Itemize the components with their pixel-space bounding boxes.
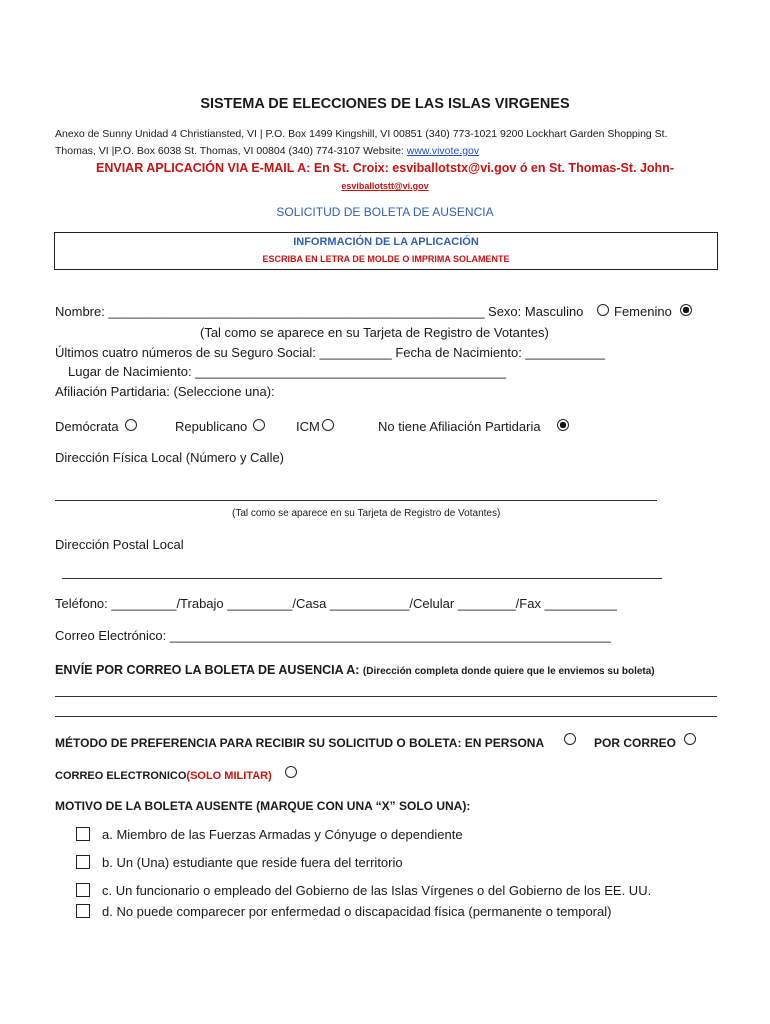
opt-a-label: a. Miembro de las Fuerzas Armadas y Cónyuge o dependiente bbox=[102, 827, 463, 842]
opt-a-checkbox[interactable] bbox=[76, 827, 90, 841]
femenino-label: Femenino bbox=[614, 304, 672, 319]
form-title: SOLICITUD DE BOLETA DE AUSENCIA bbox=[276, 205, 494, 219]
form-header-title: SISTEMA DE ELECCIONES DE LAS ISLAS VIRGENES bbox=[200, 96, 570, 112]
envie-section bbox=[55, 661, 655, 679]
opt-d-checkbox[interactable] bbox=[76, 904, 90, 918]
direccion-fisica-input-line[interactable] bbox=[55, 500, 657, 501]
por-correo-radio[interactable] bbox=[684, 733, 696, 745]
envie-input-line-1[interactable] bbox=[55, 696, 717, 697]
nombre-field[interactable]: Nombre: ____________________________________________________ Sexo: Masculino bbox=[55, 304, 584, 319]
republicano-label: Republicano bbox=[175, 419, 248, 434]
direccion-fisica-label: Dirección Física Local (Número y Calle) bbox=[55, 450, 285, 465]
info-box bbox=[54, 232, 718, 270]
solo-militar-label: (SOLO MILITAR) bbox=[186, 770, 272, 782]
republicano-radio[interactable] bbox=[253, 419, 265, 431]
opt-c-label: c. Un funcionario o empleado del Gobierno de las Islas Vírgenes o del Gobierno de los EE. UU. bbox=[102, 883, 652, 898]
correo-electronico-field[interactable]: Correo Electrónico: _____________________________________________________________ bbox=[55, 628, 611, 643]
website-link[interactable]: www.vivote.gov bbox=[406, 145, 480, 157]
ssn-birthdate-field[interactable]: Últimos cuatro números de su Seguro Social: __________ Fecha de Nacimiento: ___________ bbox=[55, 345, 605, 360]
address-line-1: Anexo de Sunny Unidad 4 Christiansted, VI | P.O. Box 1499 Kingshill, VI 00851 (340) 773-1021 9200 Lockhart Garden Shopping St. bbox=[55, 128, 668, 140]
correo-electronico-option bbox=[55, 770, 272, 782]
icm-radio[interactable] bbox=[322, 419, 334, 431]
opt-b-label: b. Un (Una) estudiante que reside fuera del territorio bbox=[102, 855, 403, 870]
democrata-label: Demócrata bbox=[55, 419, 119, 434]
envie-input-line-2[interactable] bbox=[55, 716, 717, 717]
sexo-masculino-radio[interactable] bbox=[597, 304, 609, 316]
envie-label: ENVÍE POR CORREO LA BOLETA DE AUSENCIA A: bbox=[55, 663, 363, 677]
envie-note: (Dirección completa donde quiere que le enviemos su boleta) bbox=[362, 666, 655, 677]
email-instructions: ENVIAR APLICACIÓN VIA E-MAIL A: En St. Croix: esviballotstx@vi.gov ó en St. Thomas-St. John- bbox=[96, 161, 674, 175]
correo-electronico-label: CORREO ELECTRONICO bbox=[55, 770, 187, 782]
opt-b-checkbox[interactable] bbox=[76, 855, 90, 869]
motivo-label: MOTIVO DE LA BOLETA AUSENTE (MARQUE CON UNA “X” SOLO UNA): bbox=[55, 799, 471, 813]
afiliacion-label: Afiliación Partidaria: (Seleccione una): bbox=[55, 384, 275, 399]
metodo-label: MÉTODO DE PREFERENCIA PARA RECIBIR SU SOLICITUD O BOLETA: EN PERSONA bbox=[55, 736, 545, 750]
en-persona-radio[interactable] bbox=[564, 733, 576, 745]
direccion-postal-label: Dirección Postal Local bbox=[55, 537, 184, 552]
democrata-radio[interactable] bbox=[125, 419, 137, 431]
info-box-subheading: ESCRIBA EN LETRA DE MOLDE O IMPRIMA SOLAMENTE bbox=[262, 254, 510, 264]
email-st-thomas-link[interactable]: esviballotstt@vi.gov bbox=[341, 181, 429, 191]
icm-label: ICM bbox=[296, 419, 320, 434]
no-afiliacion-radio[interactable] bbox=[557, 419, 569, 431]
telefono-field[interactable]: Teléfono: _________/Trabajo _________/Casa ___________/Celular ________/Fax __________ bbox=[55, 596, 617, 611]
por-correo-label: POR CORREO bbox=[594, 736, 677, 750]
opt-c-checkbox[interactable] bbox=[76, 883, 90, 897]
address-line-2-text: Thomas, VI |P.O. Box 6038 St. Thomas, VI 00804 (340) 774-3107 Website: bbox=[55, 145, 407, 157]
correo-electronico-radio[interactable] bbox=[285, 766, 297, 778]
tal-como-note: (Tal como se aparece en su Tarjeta de Registro de Votantes) bbox=[200, 325, 549, 340]
opt-d-label: d. No puede comparecer por enfermedad o discapacidad física (permanente o temporal) bbox=[102, 904, 612, 919]
no-afiliacion-label: No tiene Afiliación Partidaria bbox=[378, 419, 541, 434]
sexo-femenino-radio[interactable] bbox=[680, 304, 692, 316]
tal-como-note-2: (Tal como se aparece en su Tarjeta de Registro de Votantes) bbox=[232, 508, 501, 519]
address-line-2 bbox=[55, 145, 479, 157]
info-box-heading: INFORMACIÓN DE LA APLICACIÓN bbox=[293, 236, 479, 248]
lugar-nacimiento-field[interactable]: Lugar de Nacimiento: ___________________________________________ bbox=[68, 364, 507, 379]
direccion-postal-input-line[interactable] bbox=[62, 578, 662, 579]
